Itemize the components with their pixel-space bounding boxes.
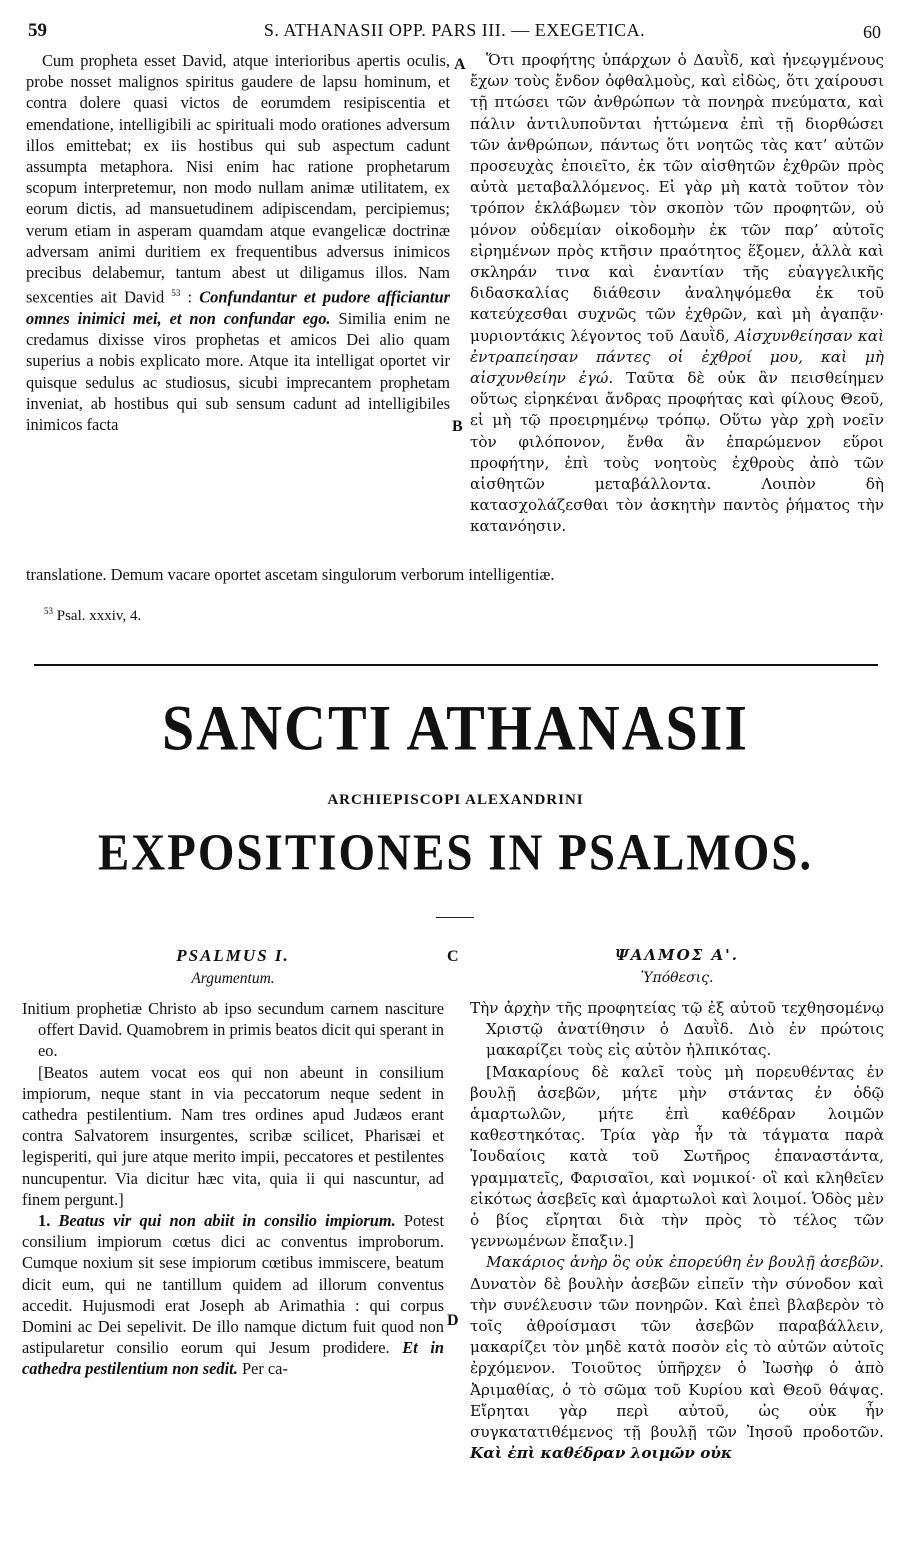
margin-letter-b: B — [452, 418, 463, 435]
greek-verse-1 — [470, 1252, 884, 1464]
short-rule — [436, 917, 474, 918]
greek-verse-2: Καὶ ἐπὶ καθέδραν λοιμῶν οὐκ — [470, 1444, 733, 1463]
latin-tail-line: translatione. Demum vacare oportet ascetam singulorum verborum intelligentiæ. — [26, 565, 555, 584]
latin-top-main: Cum propheta esset David, atque interioribus apertis oculis, probe nosset malignos spiritus gaudere de lapsu hominum, et contra dolere quasi victos de eorumdem resipiscentia et emendatione, intelligibili ac spirituali modo orationes adversum illos emittebat; ex iis hostibus qui sub aspectum cadunt assumpta metaphora. Nisi enim hac ratione prophetarum scopum interpretemur, non modo nullam animæ utilitatem, ex eorum dictis, ad mansuetudinem adipiscendam, percipiemus; verum etiam in asperam quamdam atque evangelicæ doctrinæ adversam animi duritiem ex frequentibus adversus inimicos precibus delabemur, tantum abest ut diligamus illos. Nam sexcenties ait David — [26, 51, 450, 307]
greek-top-paragraph — [470, 50, 884, 538]
running-title: S. ATHANASII OPP. PARS III. — EXEGETICA. — [263, 20, 646, 40]
running-head — [28, 20, 881, 44]
greek-comment: Δυνατὸν δὲ βουλὴν ἀσεβῶν εἰπεῖν τὴν σύνοδον καὶ τὴν συνέλευσιν τῶν πονηρῶν. Καὶ ἐπεὶ βλαβερὸν τὸ τοῖς ἀθροίσμασι τῶν ἀσεβῶν παραβάλλειν, μακαρίζει τὸν μηδὲ κατὰ ποσὸν εἰς τὸ αὐτῶν αὐτοῖς ἐρχόμενον. Τοιοῦτος ὑπῆρχεν ὁ Ἰωσὴφ ὁ ἀπὸ Ἀριμαθίας, ὁ τὸ σῶμα τοῦ Κυρίου καὶ Θεοῦ θάψας. Εἴρηται γὰρ περὶ αὐτοῦ, ὡς οὐκ ἦν συγκατατιθέμενος τῇ βουλῇ τῶν Ἰησοῦ προδοτῶν. — [470, 1274, 884, 1442]
greek-column-bottom — [470, 998, 884, 1464]
title-line-3: EXPOSITIONES IN PSALMOS. — [97, 824, 814, 882]
title-line-2: ARCHIEPISCOPI ALEXANDRINI — [327, 792, 584, 808]
psalm-greek-subheading: Ὑπόθεσις. — [640, 970, 714, 986]
greek-argument — [470, 998, 884, 1062]
latin-column-bottom — [22, 998, 444, 1380]
page-number-left: 59 — [28, 20, 47, 41]
latin-verse-1 — [22, 1210, 444, 1380]
footnote-text: Psal. xxxiv, 4. — [56, 608, 142, 624]
latin-tail: Per ca- — [237, 1359, 288, 1379]
greek-top-main: Ὅτι προφήτης ὑπάρχων ὁ Δαυῒδ, καὶ ἠνεῳγμένους ἔχων τοὺς ἔνδον ὀφθαλμοὺς, καὶ εἰδὼς, ὅτι χαίρουσι τῇ πτώσει τῶν ἀνθρώπων τὰ πονηρὰ πνεύματα, καὶ πάλιν ἀντιλυποῦνται ἡττώμενα ἐπὶ τῇ διορθώσει τῶν ἀνθρώπων, πάντως ὅτι νοητῶς τὰς κατ’ αὐτῶν προσευχὰς ἐποιεῖτο, ἐκ τῶν αἰσθητῶν ἐχθρῶν πρὸς αὐτὰ μεταβαλλόμενος. Εἰ γὰρ μὴ κατὰ τοῦτον τὸν τρόπον ἐκλάβωμεν τὸν σκοπὸν τῶν προφητῶν, οὐ μόνον οὐδεμίαν οἰκοδομὴν ἐκ τῶν παρ’ αὐτοῖς εἰρημένων πρὸς κτῆσιν πραότητος ἕξομεν, ἀλλὰ καὶ σκληράν τινα καὶ ἐναντίαν τῆς εὐαγγελικῆς διδασκαλίας διάθεσιν ἀναληψόμεθα ἐκ τοῦ κατεύχεσθαι συχνῶς τῶν ἐχθρῶν, καὶ μὴ ἀγαπᾷν· μυριοντάκις λέγοντος τοῦ Δαυῒδ, — [470, 51, 884, 345]
greek-top-rest: Ταῦτα δὲ οὐκ ἂν πεισθείημεν οὕτως εἰρηκέναι ἄνδρας προφήτας καὶ φίλους Θεοῦ, εἰ μὴ τῷ προειρημένῳ τρόπῳ. Οὕτω γὰρ χρὴ νοεῖν τὸν φιλόπονον, ἔνθα ἂν ἐπαρώμενον εὕροι προφήτην, ἐπὶ τοὺς νοητοὺς ἐχθροὺς ἀπὸ τῶν αἰσθητῶν μεταβάλλοντα. Λοιπὸν δὴ κατασχολάζεσθαι τὸν ἀσκητὴν παντὸς ῥήματος τὴν κατανόησιν. — [470, 369, 884, 536]
latin-column-top — [26, 50, 450, 435]
latin-verse-2: Et in cathedra pestilentium non sedit. — [22, 1338, 444, 1379]
page-number-right: 60 — [863, 22, 881, 42]
greek-bracket: [Μακαρίους δὲ καλεῖ τοὺς μὴ πορευθέντας ἐν βουλῇ ἀσεβῶν, μήτε μὴν στάντας ἐν ὁδῷ ἁμαρτωλῶν, μήτε ἐπὶ καθέδραν λοιμῶν καθεστηκότας. Τρία γὰρ ἦν τὰ τάγματα παρὰ Ἰουδαίοις κατὰ τοῦ Σωτῆρος ἐπαναστάντα, γραμματεῖς, Φαρισαῖοι, καὶ νομικοί· οἳ καὶ κληθεῖεν εἰκότως ἀσεβεῖς καὶ ἁμαρτωλοὶ καὶ λοιμοί. Ὁδὸς μὲν ὁ βίος εἴρηται διὰ τὴν πρὸς τὸ τέλος τῶν γεννωμένων ἔπαξιν.] — [470, 1062, 884, 1251]
footnote-ref: 53 — [171, 288, 181, 299]
footnote — [44, 606, 141, 625]
latin-argument-text: Initium prophetiæ Christo ab ipso secundum carnem nasciture offert David. Quamobrem in primis beatos dicit qui sperant in eo. — [22, 999, 444, 1061]
greek-verse-text: Μακάριος ἀνὴρ ὃς οὐκ ἐπορεύθη ἐν βουλῇ ἀσεβῶν. — [486, 1253, 884, 1272]
psalm-latin-heading: PSALMUS I. — [176, 946, 290, 965]
latin-top-paragraph — [26, 50, 450, 435]
latin-top-rest: Similia enim ne credamus dixisse viros prophetas et amicos Dei alio quam superius a nobis explicato more. Atque ita intelligat oportet vir quisque sedulus ac studiosus, sicubi imprecantem prophetam inveniat, ab hostibus qui sub sensum cadunt ad intelligibiles inimicos facta — [26, 308, 450, 434]
latin-verse-num: 1. — [38, 1211, 51, 1231]
latin-top-colon: : — [180, 287, 193, 307]
latin-top-quote: Confundantur et pudore afficiantur omnes inimici mei, et non confundar ego. — [26, 287, 450, 328]
margin-letter-a: A — [454, 56, 466, 73]
margin-letter-c: C — [447, 948, 459, 965]
latin-verse-text: Beatus vir qui non abiit in consilio impiorum. — [58, 1211, 396, 1231]
greek-argument-text: Τὴν ἀρχὴν τῆς προφητείας τῷ ἐξ αὐτοῦ τεχθησομένῳ Χριστῷ ἀνατίθησιν ὁ Δαυῒδ. Διὸ ἐν πρώτοις μακαρίζει τοὺς εἰς αὐτὸν ἠλπικότας. — [470, 999, 884, 1060]
section-rule — [34, 664, 878, 666]
latin-argument — [22, 998, 444, 1062]
title-line-1: SANCTI ATHANASII — [162, 691, 749, 764]
greek-top-quote: Αἰσχυνθείησαν καὶ ἐντραπείησαν πάντες οἱ ἐχθροί μου, καὶ μὴ αἰσχυνθείην ἐγώ. — [470, 326, 885, 388]
margin-letter-d: D — [447, 1312, 459, 1329]
greek-column-top — [470, 50, 884, 538]
psalm-greek-heading: ΨΑΛΜΟΣ Α'. — [615, 946, 739, 964]
latin-bracket: [Beatos autem vocat eos qui non abeunt in consilium impiorum, neque stant in via peccatorum neque sedent in cathedra pestilentium. Nam tres ordines apud Judæos erant contra Salvatorem insurgentes, scribæ scilicet, Pharisæi et legisperiti, qui jure atque merito impii, peccatores et pestilentes nuncupentur. Via dicitur hæc vita, quia ii qui nascuntur, ad finem pergunt.] — [22, 1062, 444, 1209]
footnote-mark: 53 — [44, 606, 53, 616]
psalm-latin-subheading: Argumentum. — [191, 970, 275, 987]
latin-comment: Potest consilium impiorum cœtus dici ac conventus improborum. Cumque noxium sit sese impiorum cœtibus immiscere, beatum dicit eum, qui ne tantillum quidem ad illorum conventus accedit. Hujusmodi erat Joseph ab Arimathia : qui corpus Domini ac Dei sepelivit. De illo namque dictum fuit quod non astipularetur consilio eorum qui Jesum prodidere. — [22, 1211, 444, 1358]
